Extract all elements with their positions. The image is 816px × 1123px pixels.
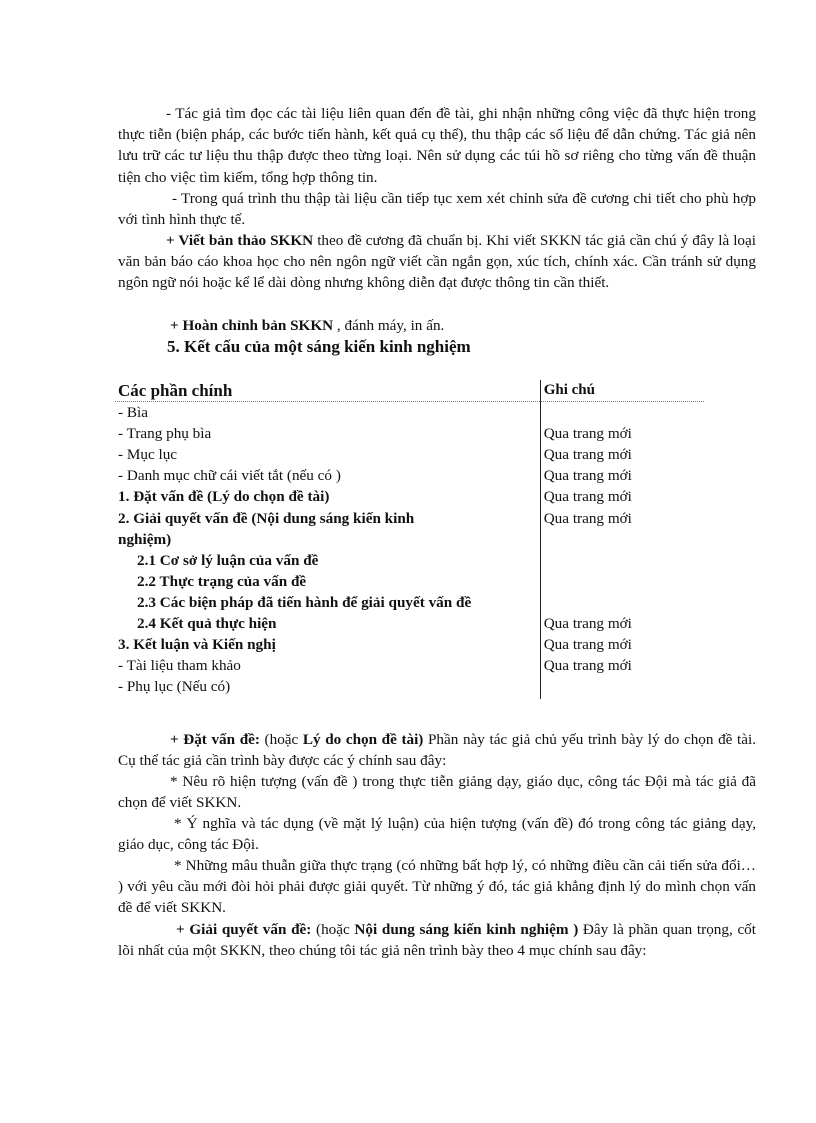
structure-table xyxy=(115,380,704,699)
paragraph-text: - Tác giả tìm đọc các tài liệu liên quan đến đề tài, ghi nhận những công việc đã thực hiện trong thực tiễn (biện pháp, các bước tiến hành, kết quả cụ thể), thu thập các số liệu để dẫn chứng. Tác giả nên lưu trữ các tư liệu thu thập được theo từng loại. Nên sử dụng các túi hồ sơ riêng cho từng vấn đề thuận tiện cho việc tìm kiếm, tổng hợp thông tin. xyxy=(118,105,756,186)
table-part-item: - Phụ lục (Nếu có) xyxy=(118,678,231,696)
paragraph-revise-outline xyxy=(118,188,756,230)
table-part-item: 2.2 Thực trạng của vấn đề xyxy=(137,572,307,590)
table-part-item: - Tài liệu tham khảo xyxy=(118,657,241,675)
paragraph-point-3 xyxy=(118,855,756,919)
table-part-item: 2.3 Các biện pháp đã tiến hành để giải quyết vấn đề xyxy=(137,593,472,611)
table-note-item xyxy=(544,571,701,592)
table-note-item: Qua trang mới xyxy=(543,657,632,675)
table-header-parts: Các phần chính xyxy=(115,380,540,402)
paragraph-text: Phần này tác giả chủ yếu trình bày lý do chọn đề tài. Cụ thể tác giả cần trình bày được các ý chính sau đây: xyxy=(118,731,756,770)
table-note-item: Qua trang mới xyxy=(543,467,632,485)
paragraph-giai-quyet xyxy=(118,919,756,961)
table-note-item xyxy=(544,529,701,550)
table-part-item: 2.4 Kết quả thực hiện xyxy=(137,615,277,633)
table-note-item: Qua trang mới xyxy=(543,636,632,654)
table-part-item: - Mục lục xyxy=(118,446,178,464)
section-heading: 5. Kết cấu của một sáng kiến kinh nghiệm xyxy=(167,337,471,356)
table-notes-column xyxy=(540,402,704,700)
paragraph-bold-lead: + Đặt vấn đề: xyxy=(170,731,260,748)
table-note-item: Qua trang mới xyxy=(543,446,632,464)
table-header-row xyxy=(115,380,704,402)
table-part-item: 2.1 Cơ sở lý luận của vấn đề xyxy=(137,551,319,569)
table-note-item: Qua trang mới xyxy=(543,425,632,443)
paragraph-bold-lead: + Hoàn chỉnh bản SKKN xyxy=(170,317,334,334)
paragraph-research xyxy=(118,103,756,188)
table-parts-column xyxy=(115,402,540,700)
paragraph-draft xyxy=(118,230,756,294)
paragraph-point-1 xyxy=(118,771,756,813)
table-header-notes: Ghi chú xyxy=(540,380,704,402)
table-part-item: - Danh mục chữ cái viết tắt (nếu có ) xyxy=(118,467,341,485)
paragraph-bold-inline: Nội dung sáng kiến kinh nghiệm ) xyxy=(354,921,579,938)
table-part-item: - Trang phụ bìa xyxy=(118,425,212,443)
paragraph-text: theo đề cương đã chuẩn bị. Khi viết SKKN tác giả cần chú ý đây là loại văn bản báo cáo khoa học cho nên ngôn ngữ viết cần ngắn gọn, xúc tích, chính xác. Cần tránh sử dụng ngôn ngữ nói hoặc kể lể dài dòng nhưng không diễn đạt được thông tin cần thiết. xyxy=(118,232,756,292)
paragraph-text: Đây là phần quan trọng, cốt lõi nhất của một SKKN, theo chúng tôi tác giả nên trình bày theo 4 mục chính sau đây: xyxy=(118,921,756,960)
table-note-item xyxy=(544,402,701,423)
table-note-item xyxy=(544,550,701,571)
paragraph-bold-lead: + Giải quyết vấn đề: xyxy=(176,921,312,938)
paragraph-text: , đánh máy, in ấn. xyxy=(333,317,445,334)
table-part-item: 2. Giải quyết vấn đề (Nội dung sáng kiến kinh xyxy=(118,509,415,527)
paragraph-text: (hoặc xyxy=(259,731,303,748)
table-note-item xyxy=(544,592,701,613)
paragraph-text: * Những mâu thuẫn giữa thực trạng (có những bất hợp lý, có những điều cần cải tiến sửa đổi… ) với yêu cầu mới đòi hỏi phải được giải quyết. Từ những ý đó, tác giả khẳng định lý do mình chọn vấn đề để viết SKKN. xyxy=(118,857,756,917)
paragraph-bold-lead: + Viết bản thảo SKKN xyxy=(166,232,314,249)
table-note-item: Qua trang mới xyxy=(543,488,632,506)
paragraph-text: - Trong quá trình thu thập tài liệu cần tiếp tục xem xét chỉnh sửa đề cương chi tiết cho phù hợp với tình hình thực tế. xyxy=(118,190,756,229)
paragraph-text: * Ý nghĩa và tác dụng (về mặt lý luận) của hiện tượng (vấn đề) đó trong công tác giảng dạy, giáo dục, công tác Đội. xyxy=(118,815,756,854)
paragraph-dat-van-de xyxy=(118,729,756,771)
paragraph-finalize xyxy=(118,315,756,336)
table-body-row xyxy=(115,402,704,700)
table-note-item: Qua trang mới xyxy=(543,509,632,527)
table-part-item: - Bìa xyxy=(118,404,148,422)
paragraph-bold-inline: Lý do chọn đề tài) xyxy=(302,731,424,748)
paragraph-text: (hoặc xyxy=(311,921,355,938)
paragraph-point-2 xyxy=(118,813,756,855)
table-note-item xyxy=(544,676,701,697)
table-part-item: 1. Đặt vấn đề (Lý do chọn đề tài) xyxy=(118,488,330,506)
table-part-item: 3. Kết luận và Kiến nghị xyxy=(118,636,276,654)
paragraph-text: * Nêu rõ hiện tượng (vấn đề ) trong thực tiễn giảng dạy, giáo dục, công tác Đội mà tác giả đã chọn để viết SKKN. xyxy=(118,773,756,812)
table-note-item: Qua trang mới xyxy=(543,615,632,633)
table-part-item: nghiệm) xyxy=(118,530,172,548)
